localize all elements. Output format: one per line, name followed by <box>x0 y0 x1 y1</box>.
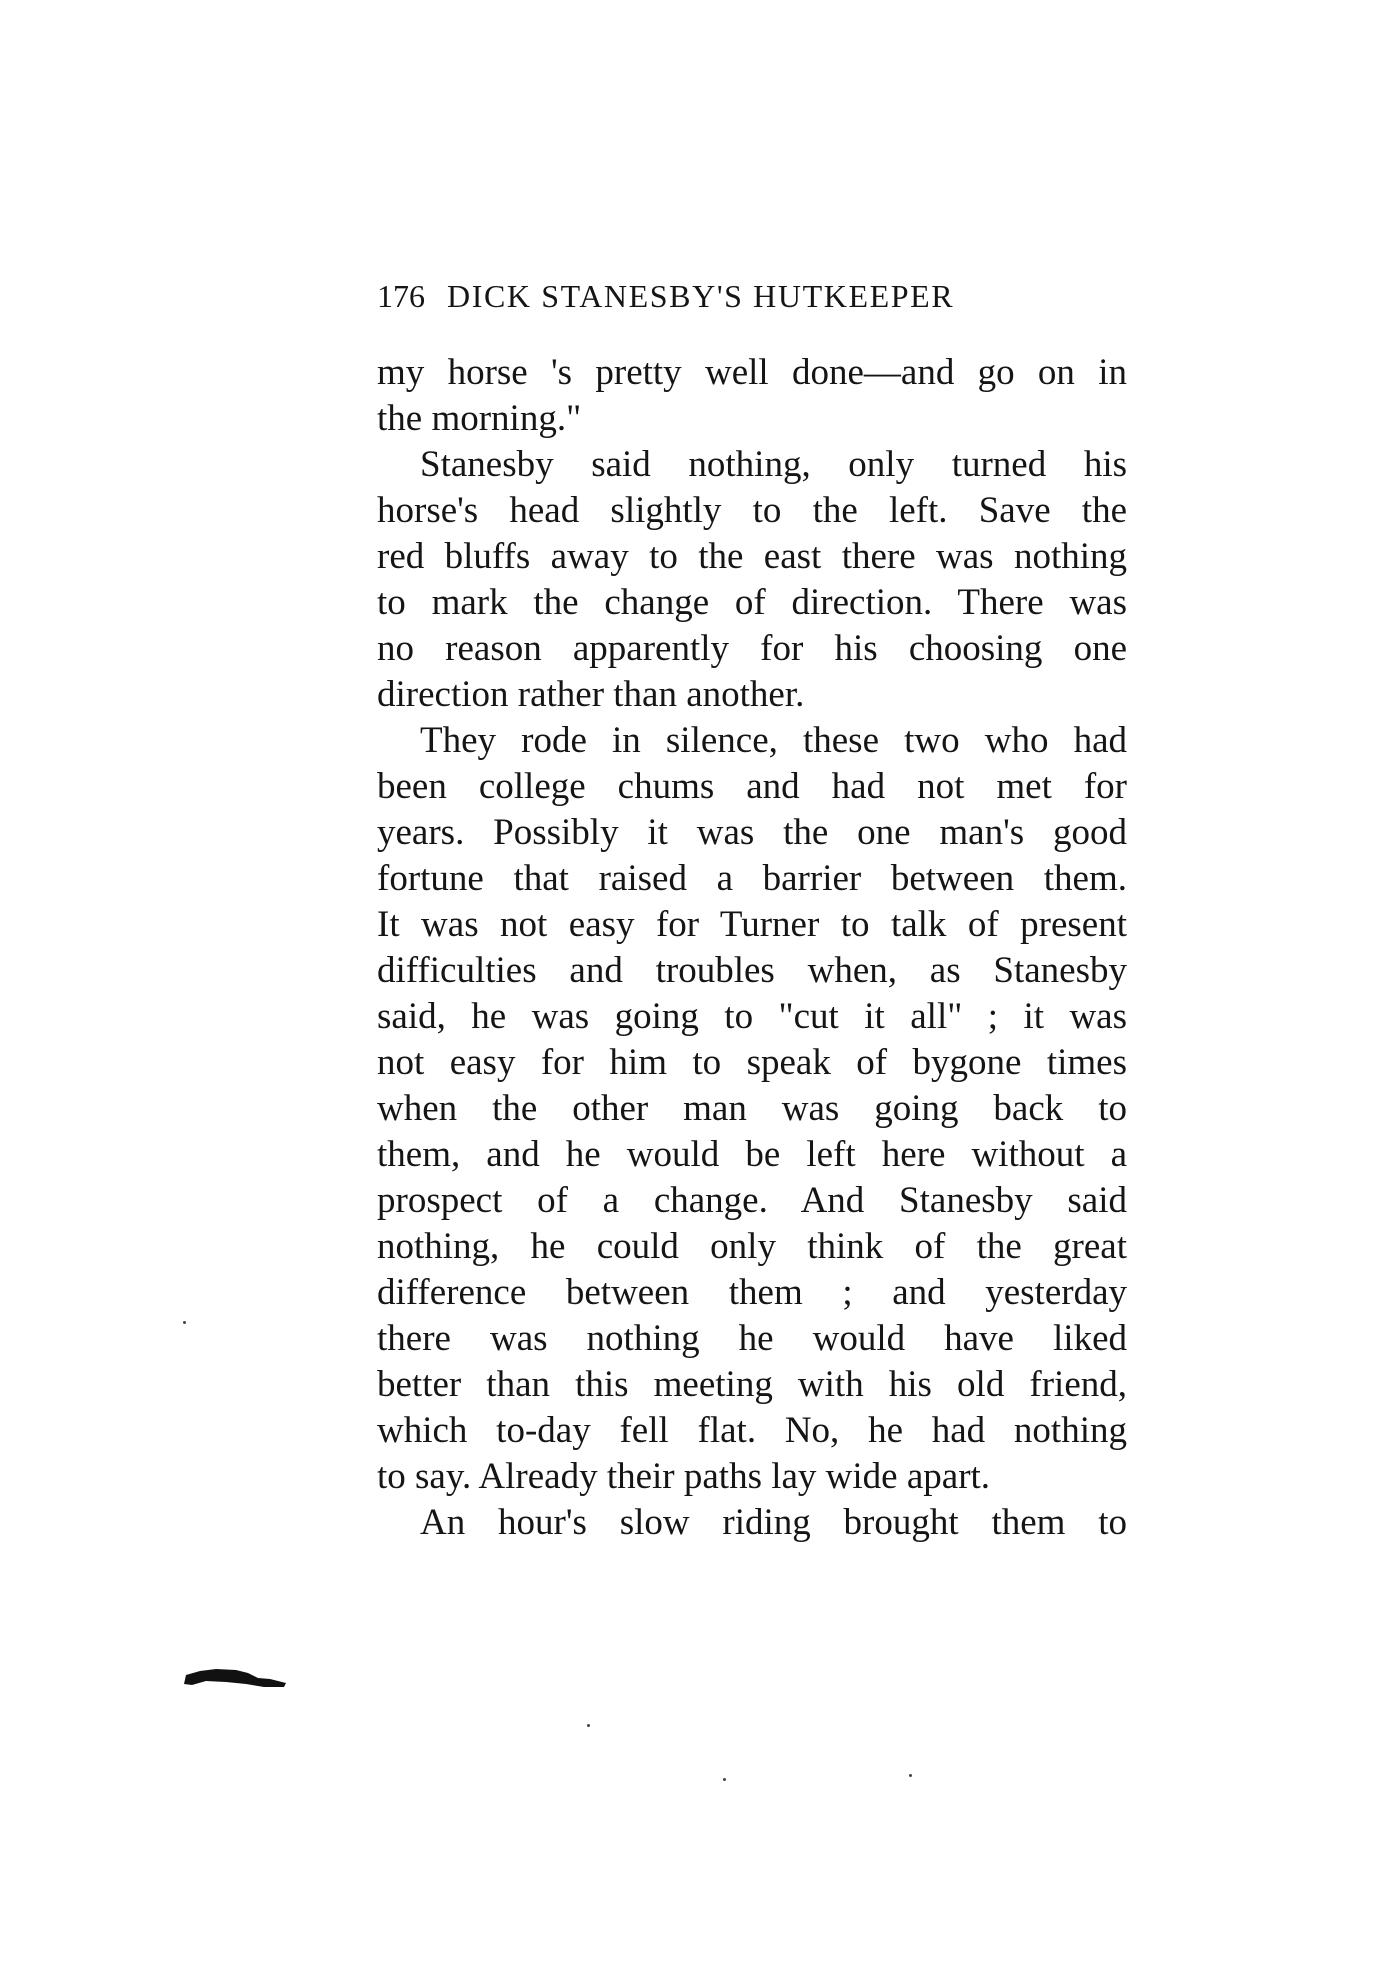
text-line: to say. Already their paths lay wide apart. <box>377 1456 991 1497</box>
text-line: to mark the change of direction. There was <box>377 582 1127 623</box>
paper-speck <box>723 1778 726 1781</box>
body-text <box>377 350 1127 1546</box>
paragraph-first-line: They rode in silence, these two who had <box>420 720 1127 761</box>
paper-speck <box>183 1321 186 1324</box>
text-line: horse's head slightly to the left. Save the <box>377 490 1127 531</box>
text-line: there was nothing he would have liked <box>377 1318 1127 1359</box>
text-line: better than this meeting with his old friend, <box>377 1364 1127 1405</box>
text-line: fortune that raised a barrier between them. <box>377 858 1127 899</box>
text-line: said, he was going to "cut it all" ; it was <box>377 996 1127 1037</box>
running-head <box>377 278 1127 318</box>
text-line: been college chums and had not met for <box>377 766 1127 807</box>
running-title: DICK STANESBY'S HUTKEEPER <box>447 278 955 314</box>
text-line: prospect of a change. And Stanesby said <box>377 1180 1127 1221</box>
text-line: It was not easy for Turner to talk of present <box>377 904 1127 945</box>
text-line: direction rather than another. <box>377 674 805 715</box>
text-line: difference between them ; and yesterday <box>377 1272 1127 1313</box>
text-line: my horse 's pretty well done—and go on in <box>377 352 1127 393</box>
paragraph-first-line: Stanesby said nothing, only turned his <box>420 444 1127 485</box>
paper-speck <box>587 1724 590 1727</box>
text-line: years. Possibly it was the one man's good <box>377 812 1127 853</box>
text-line: the morning." <box>377 398 582 439</box>
text-line: which to-day fell flat. No, he had nothing <box>377 1410 1127 1451</box>
text-line: not easy for him to speak of bygone times <box>377 1042 1127 1083</box>
ink-blot <box>182 1666 288 1688</box>
text-line: nothing, he could only think of the great <box>377 1226 1127 1267</box>
text-line: red bluffs away to the east there was nothing <box>377 536 1127 577</box>
text-line: when the other man was going back to <box>377 1088 1127 1129</box>
text-line: no reason apparently for his choosing one <box>377 628 1127 669</box>
text-line: difficulties and troubles when, as Stanesby <box>377 950 1127 991</box>
page-number: 176 <box>377 278 425 314</box>
paragraph-first-line: An hour's slow riding brought them to <box>420 1502 1127 1543</box>
text-line: them, and he would be left here without a <box>377 1134 1127 1175</box>
paper-speck <box>909 1774 912 1777</box>
